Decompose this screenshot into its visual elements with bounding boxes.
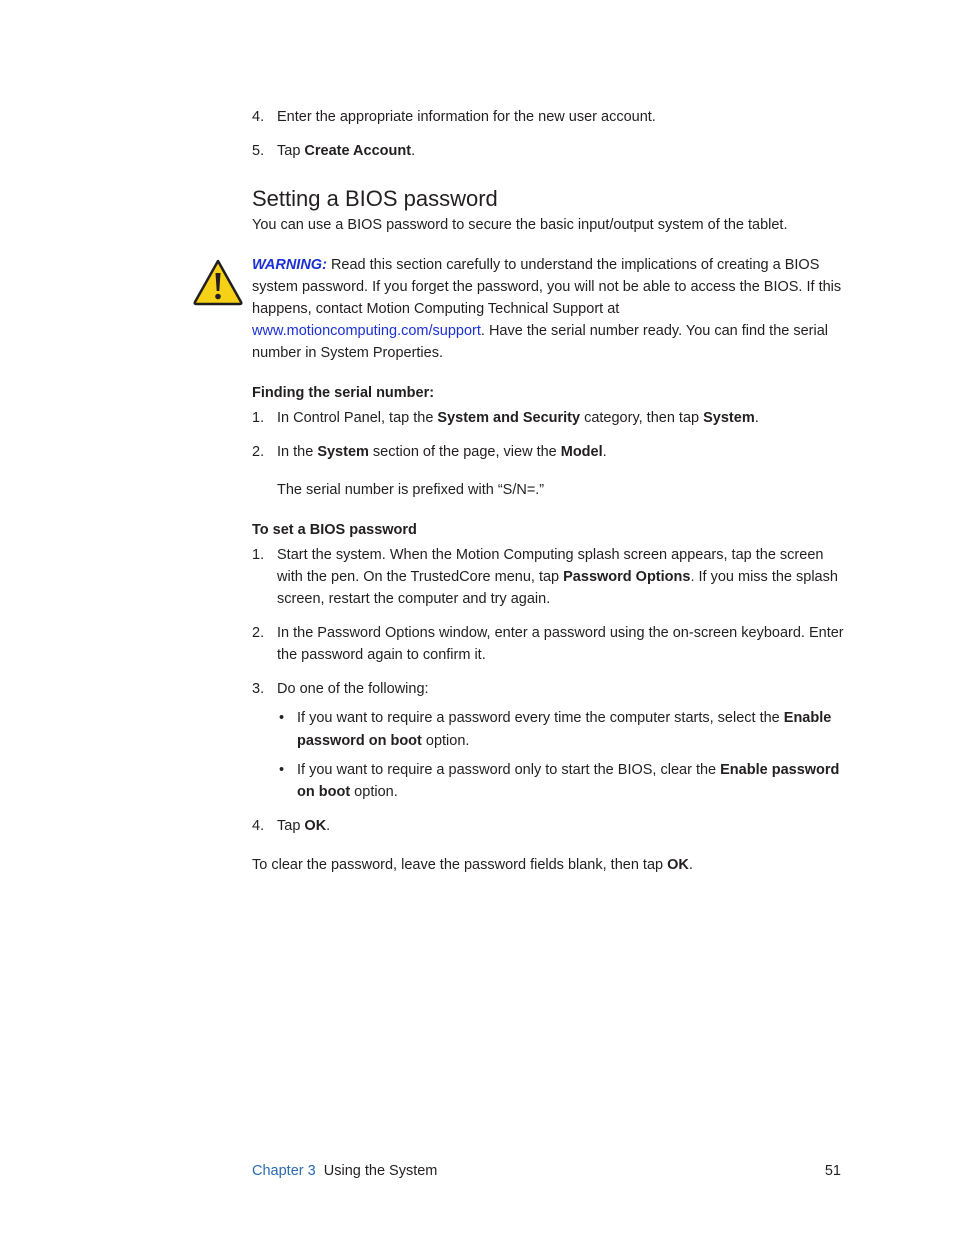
step-text: In Control Panel, tap the System and Security category, then tap System.: [277, 410, 759, 426]
section-title: Setting a BIOS password: [252, 186, 498, 211]
clear-password-text: To clear the password, leave the password fields blank, then tap OK.: [252, 857, 693, 873]
step-text: In the Password Options window, enter a password using the on-screen keyboard. Enter the password again to confirm it.: [277, 625, 844, 663]
step-number: 3.: [252, 681, 265, 697]
step-number: 1.: [252, 410, 265, 426]
step-number: 2.: [252, 444, 265, 460]
support-link[interactable]: www.motioncomputing.com/support: [252, 323, 481, 339]
step-text: Start the system. When the Motion Computing splash screen appears, tap the screen with the pen. On the TrustedCore menu, tap Password Options. If you miss the splash screen, restart the computer and try again.: [277, 547, 838, 607]
bios-heading: To set a BIOS password: [252, 522, 417, 538]
step-text: Tap Create Account.: [277, 143, 416, 159]
bullet: •: [279, 762, 285, 778]
step-number: 2.: [252, 625, 265, 641]
step-number: 5.: [252, 143, 265, 159]
warning-triangle-icon: [192, 258, 244, 310]
step-text: Tap OK.: [277, 818, 331, 834]
step-text: Do one of the following:: [277, 681, 429, 697]
step-text: Enter the appropriate information for the new user account.: [277, 109, 656, 125]
warning-text: WARNING: Read this section carefully to understand the implications of creating a BIOS system password. If you forget the password, you will not be able to access the BIOS. If this happens, contact Motion Computing Technical Support at www.motioncomputing.com/support. Have the serial number ready. You can find the serial number in System Properties.: [252, 257, 842, 361]
bullet-text: If you want to require a password every time the computer starts, select the Enable password on boot option.: [297, 710, 832, 749]
step-text: In the System section of the page, view the Model.: [277, 444, 607, 460]
step-number: 4.: [252, 818, 265, 834]
warning-label: WARNING:: [252, 257, 327, 273]
serial-heading: Finding the serial number:: [252, 385, 435, 401]
section-intro: You can use a BIOS password to secure the basic input/output system of the tablet.: [252, 217, 788, 233]
step-number: 1.: [252, 547, 265, 563]
footer-chapter: [252, 1160, 437, 1182]
step-number: 4.: [252, 109, 265, 125]
bullet-text: If you want to require a password only to start the BIOS, clear the Enable password on boot option.: [297, 762, 840, 800]
bullet: •: [279, 710, 285, 726]
serial-note: The serial number is prefixed with “S/N=.”: [277, 482, 545, 498]
chapter-label: Chapter 3: [252, 1163, 316, 1179]
chapter-title: Using the System: [323, 1163, 438, 1179]
page-number: 51: [824, 1163, 841, 1179]
